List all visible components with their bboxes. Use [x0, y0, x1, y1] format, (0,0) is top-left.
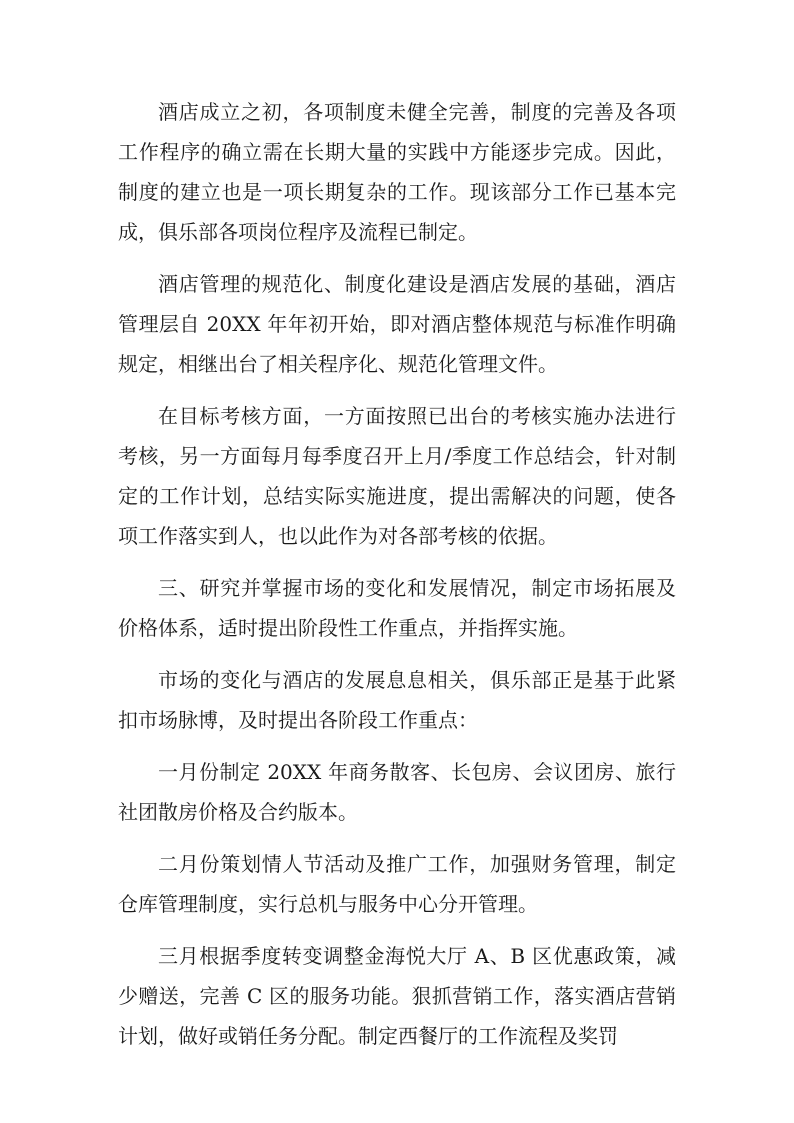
document-body	[118, 92, 676, 1068]
paragraph-1: 酒店成立之初，各项制度未健全完善，制度的完善及各项工作程序的确立需在长期大量的实践中方能逐步完成。因此，制度的建立也是一项长期复杂的工作。现该部分工作已基本完成，俱乐部各项岗位程序及流程已制定。	[118, 100, 676, 244]
paragraph-2: 酒店管理的规范化、制度化建设是酒店发展的基础，酒店管理层自 20XX 年年初开始，即对酒店整体规范与标准作明确规定，相继出台了相关程序化、规范化管理文件。	[118, 272, 676, 376]
paragraph-4: 三、研究并掌握市场的变化和发展情况，制定市场拓展及价格体系，适时提出阶段性工作重点，并指挥实施。	[118, 576, 676, 640]
paragraph-3: 在目标考核方面，一方面按照已出台的考核实施办法进行考核，另一方面每月每季度召开上月/季度工作总结会，针对制定的工作计划，总结实际实施进度，提出需解决的问题，使各项工作落实到人，也以此作为对各部考核的依据。	[118, 404, 676, 548]
paragraph-5: 市场的变化与酒店的发展息息相关，俱乐部正是基于此紧扣市场脉博，及时提出各阶段工作重点：	[118, 668, 676, 732]
paragraph-6: 一月份制定 20XX 年商务散客、长包房、会议团房、旅行社团散房价格及合约版本。	[118, 760, 676, 824]
paragraph-8: 三月根据季度转变调整金海悦大厅 A、B 区优惠政策，减少赠送，完善 C 区的服务功能。狠抓营销工作，落实酒店营销计划，做好或销任务分配。制定西餐厅的工作流程及奖罚	[118, 944, 676, 1048]
paragraph-7: 二月份策划情人节活动及推广工作，加强财务管理，制定仓库管理制度，实行总机与服务中心分开管理。	[118, 852, 676, 916]
